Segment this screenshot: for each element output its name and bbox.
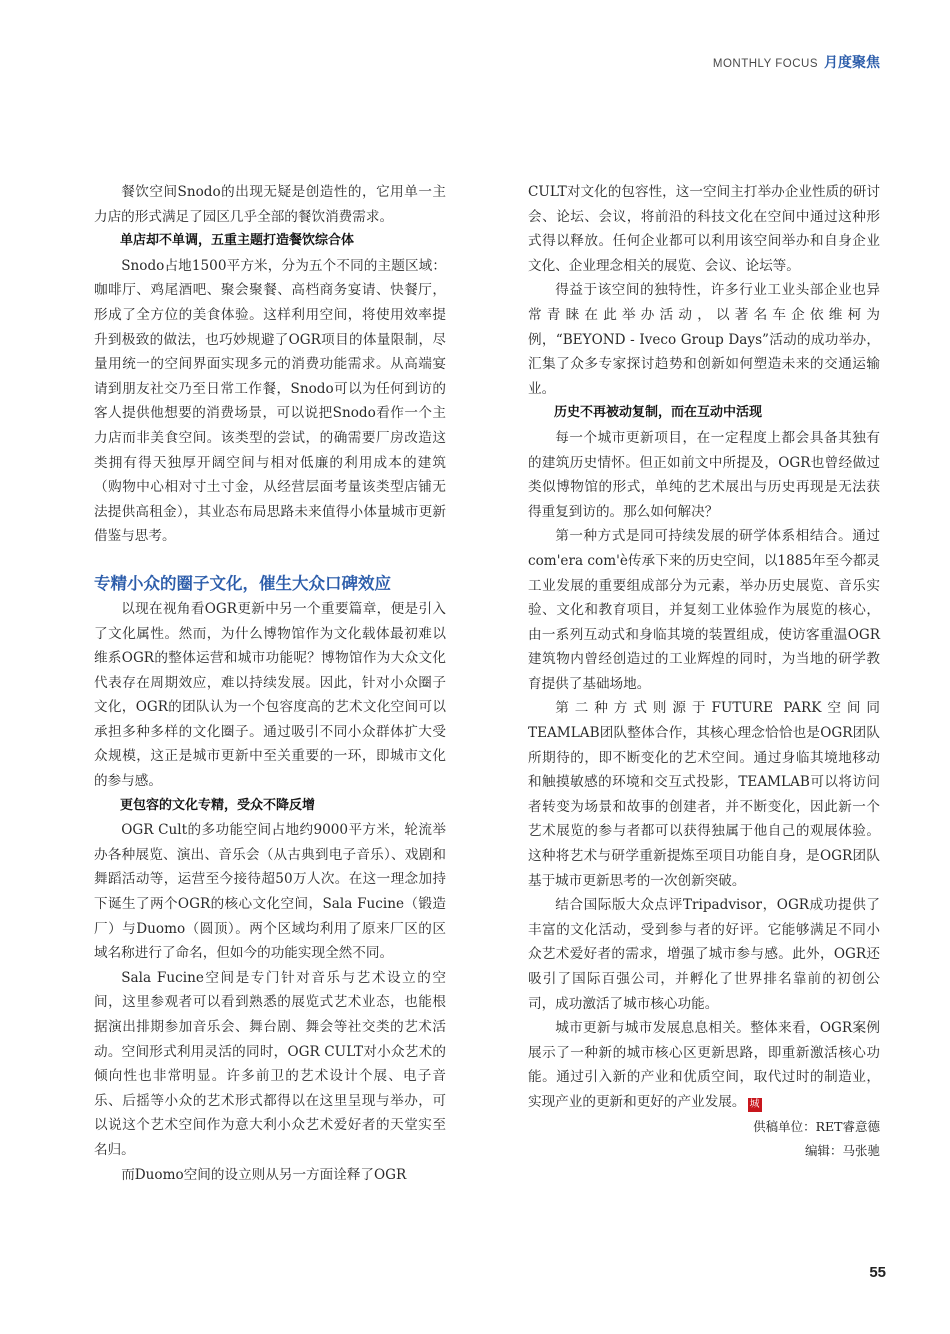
paragraph: 第二种方式则源于FUTURE PARK空间同TEAMLAB团队整体合作，其核心理念恰恰也是OGR团队所期待的，即不断变化的艺术空间。通过身临其境地移动和触摸敏感的环境和交互式投影，TEAMLAB可以将访问者转变为场景和故事的创建者，并不断变化，因此新一个艺术展览的参与者都可以获得独属于他自己的观展体验。这种将艺术与研学重新提炼至项目功能自身，是OGR团队基于城市更新思考的一次创新突破。 [528,700,880,889]
paragraph: 每一个城市更新项目，在一定程度上都会具备其独有的建筑历史情怀。但正如前文中所提及，OGR也曾经做过类似博物馆的形式，单纯的艺术展出与历史再现是无法获得重复到访的。那么如何解决？ [528,429,880,520]
paragraph: 得益于该空间的独特性，许多行业工业头部企业也异常青睐在此举办活动，以著名车企依维柯为例，“BEYOND - Iveco Group Days”活动的成功举办，汇集了众多专家探讨趋势和创新如何塑造未来的交通运输业。 [528,282,880,397]
end-mark-icon: 城 [749,1098,760,1110]
final-text: 城市更新与城市发展息息相关。整体来看，OGR案例展示了一种新的城市核心区更新思路，即重新激活核心功能。通过引入新的产业和优质空间，取代过时的制造业，实现产业的更新和更好的产业发展。 [528,1020,880,1110]
paragraph: CULT对文化的包容性，这一空间主打举办企业性质的研讨会、论坛、会议，将前沿的科技文化在空间中通过这种形式得以释放。任何企业都可以利用该空间举办和自身企业文化、企业理念相关的展览、会议、论坛等。 [528,184,880,274]
credit-editor: 编辑：马张驰 [804,1142,880,1158]
paragraph: Sala Fucine空间是专门针对音乐与艺术设立的空间，这里参观者可以看到熟悉的展览式艺术业态，也能根据演出排期参加音乐会、舞台剧、舞会等社交类的艺术活动。空间形式利用灵活的同时，OGR CULT对小众艺术的倾向性也非常明显。许多前卫的艺术设计个展、电子音乐、后摇等小众的艺术形式都得以在这里呈现与举办，可以说这个艺术空间作为意大利小众艺术爱好者的天堂实至名归。 [94,969,446,1158]
page-number: 55 [869,1264,886,1281]
paragraph: OGR Cult的多功能空间占地约9000平方米，轮流举办各种展览、演出、音乐会（从古典到电子音乐）、戏剧和舞蹈活动等，运营至今接待超50万人次。在这一理念加持下诞生了两个OGR的核心文化空间，Sala Fucine（锻造厂）与Duomo（圆顶）。两个区域均利用了原来厂区的区域名称进行了命名，但如今的功能实现全然不同。 [94,822,446,962]
left-column [94,180,446,1187]
paragraph: 以现在视角看OGR更新中另一个重要篇章，便是引入了文化属性。然而，为什么博物馆作为文化载体最初难以维系OGR的整体运营和城市功能呢？博物馆作为大众文化代表存在周期效应，难以持续发展。因此，针对小众圈子文化，OGR的团队认为一个包容度高的艺术文化空间可以承担多种多样的文化圈子。通过吸引不同小众群体扩大受众规模，这正是城市更新中至关重要的一环，即城市文化的参与感。 [94,600,446,790]
paragraph: 餐饮空间Snodo的出现无疑是创造性的，它用单一主力店的形式满足了园区几乎全部的餐饮消费需求。 [94,184,446,225]
header-chinese: 月度聚焦 [824,55,880,71]
subheading: 单店却不单调，五重主题打造餐饮综合体 [120,233,355,249]
paragraph: 第一种方式是同可持续发展的研学体系相结合。通过com'era com'è传承下来的历史空间，以1885年至今都灵工业发展的重要组成部分为元素，举办历史展览、音乐实验、文化和教育项目，并复刻工业体验作为展览的核心，由一系列互动式和身临其境的装置组成，使访客重温OGR建筑物内曾经创造过的工业辉煌的同时，为当地的研学教育提供了基础场地。 [528,528,880,692]
paragraph-final [528,1016,880,1114]
right-column [528,180,880,1163]
paragraph: Snodo占地1500平方米，分为五个不同的主题区域：咖啡厅、鸡尾酒吧、聚会聚餐、高档商务宴请、快餐厅，形成了全方位的美食体验。这样利用空间，将使用效率提升到极致的做法，也巧妙规避了OGR项目的体量限制，尽量用统一的空间界面实现多元的消费功能需求。从高端宴请到朋友社交乃至日常工作餐，Snodo可以为任何到访的客人提供他想要的消费场景，可以说把Snodo看作一个主力店而非美食空间。该类型的尝试，的确需要厂房改造这类拥有得天独厚开阔空间与相对低廉的利用成本的建筑（购物中心相对寸土寸金，从经营层面考量该类型店铺无法提供高租金），其业态布局思路未来值得小体量城市更新借鉴与思考。 [94,257,446,545]
header-english: MONTHLY FOCUS [712,58,818,70]
paragraph: 结合国际版大众点评Tripadvisor，OGR成功提供了丰富的文化活动，受到参与者的好评。它能够满足不同小众艺术爱好者的需求，增强了城市参与感。此外，OGR还吸引了国际百强公司，并孵化了世界排名靠前的初创公司，成功激活了城市核心功能。 [528,897,880,1012]
page-header [713,52,880,72]
subheading: 更包容的文化专精，受众不降反增 [120,797,316,813]
paragraph: 而Duomo空间的设立则从另一方面诠释了OGR [121,1166,407,1183]
section-title: 专精小众的圈子文化，催生大众口碑效应 [94,573,391,593]
subheading: 历史不再被动复制，而在互动中活现 [554,405,763,421]
credit-contributor: 供稿单位：RET睿意德 [753,1118,880,1134]
